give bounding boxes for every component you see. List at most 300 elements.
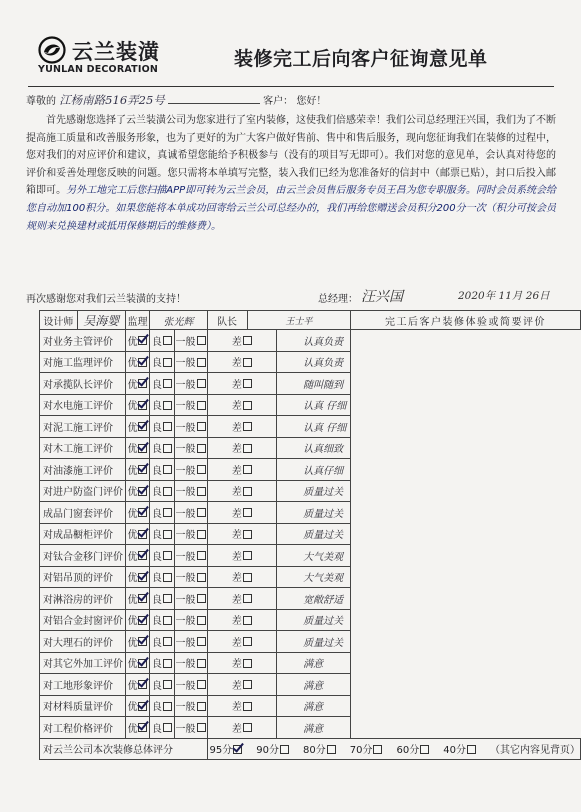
rating-option-cell bbox=[150, 674, 174, 696]
closing-thanks: 再次感谢您对我们云兰装潢的支持！ bbox=[26, 294, 186, 305]
rating-option-cell bbox=[125, 373, 149, 395]
rating-option-cell bbox=[150, 416, 174, 438]
rating-option-label: 差 bbox=[231, 444, 242, 456]
rating-option-label: 优 bbox=[127, 465, 138, 477]
rating-option-label: 差 bbox=[231, 530, 242, 542]
checkbox[interactable] bbox=[243, 487, 252, 496]
checkbox[interactable] bbox=[197, 487, 206, 496]
rating-option-label: 良 bbox=[151, 422, 162, 434]
checked-checkbox[interactable] bbox=[233, 745, 242, 754]
letter-part-2: 另外工地完工后您扫描APP即可转为云兰会员，由云兰会员售后服务专员王昌为您专职服务。同时会员系统会给您自动加100积分。如果您能将本单成功回寄给云兰公司总经办的，我们再给您赠送会员积分200分一次（积分可按会员规则来兑换建材或抵用保修期后的维修费）。 bbox=[26, 185, 557, 232]
checkbox[interactable] bbox=[243, 530, 252, 539]
checkbox[interactable] bbox=[197, 465, 206, 474]
criterion-label: 对淋浴房的评价 bbox=[40, 588, 126, 610]
handwritten-comment: 质量过关 bbox=[277, 523, 351, 545]
checkbox[interactable] bbox=[197, 530, 206, 539]
rating-option-cell bbox=[207, 330, 277, 352]
score-option bbox=[210, 741, 243, 756]
checkbox[interactable] bbox=[327, 745, 336, 754]
supervisor-name: 张光辉 bbox=[150, 311, 207, 330]
checkbox[interactable] bbox=[243, 508, 252, 517]
table-row bbox=[40, 416, 581, 438]
rating-option-cell bbox=[174, 695, 207, 717]
handwritten-comment: 宽敞舒适 bbox=[277, 588, 351, 610]
checkbox[interactable] bbox=[163, 487, 172, 496]
score-option-label: 60分 bbox=[396, 745, 420, 757]
checkbox[interactable] bbox=[163, 422, 172, 431]
checkbox[interactable] bbox=[163, 530, 172, 539]
checkbox[interactable] bbox=[163, 680, 172, 689]
rating-option-label: 差 bbox=[231, 422, 242, 434]
handwritten-comment: 认真 仔细 bbox=[277, 416, 351, 438]
checkbox[interactable] bbox=[243, 573, 252, 582]
brand-name-cn: 云兰装潢 bbox=[72, 40, 160, 64]
designer-name: 吴海婴 bbox=[77, 311, 125, 330]
rating-option-cell bbox=[207, 588, 277, 610]
rating-option-label: 一般 bbox=[175, 487, 196, 499]
rating-option-label: 良 bbox=[151, 358, 162, 370]
score-option-label: 70分 bbox=[349, 745, 373, 757]
checkbox[interactable] bbox=[197, 702, 206, 711]
criterion-label: 成品门窗套评价 bbox=[40, 502, 126, 524]
rating-option-cell bbox=[125, 631, 149, 653]
handwritten-comment: 认真负责 bbox=[277, 330, 351, 352]
checkbox[interactable] bbox=[163, 573, 172, 582]
rating-option-label: 良 bbox=[151, 594, 162, 606]
rating-option-cell bbox=[207, 351, 277, 373]
rating-option-label: 优 bbox=[127, 336, 138, 348]
greeting: 您好！ bbox=[296, 96, 327, 107]
rating-option-cell bbox=[207, 545, 277, 567]
handwritten-comment: 认真细致 bbox=[277, 437, 351, 459]
checkbox[interactable] bbox=[243, 616, 252, 625]
rating-option-label: 优 bbox=[127, 702, 138, 714]
rating-option-label: 一般 bbox=[175, 379, 196, 391]
checked-checkbox[interactable] bbox=[138, 702, 147, 711]
rating-option-cell bbox=[150, 588, 174, 610]
rating-option-label: 良 bbox=[151, 551, 162, 563]
rating-option-label: 一般 bbox=[175, 508, 196, 520]
checked-checkbox[interactable] bbox=[138, 508, 147, 517]
rating-option-label: 优 bbox=[127, 530, 138, 542]
salutation-line bbox=[26, 92, 326, 108]
rating-option-label: 良 bbox=[151, 616, 162, 628]
rating-option-cell bbox=[174, 394, 207, 416]
rating-option-label: 优 bbox=[127, 723, 138, 735]
checkbox[interactable] bbox=[163, 637, 172, 646]
rating-option-label: 优 bbox=[127, 358, 138, 370]
rating-option-cell bbox=[207, 717, 277, 739]
rating-option-cell bbox=[174, 652, 207, 674]
criterion-label: 对油漆施工评价 bbox=[40, 459, 126, 481]
rating-option-label: 一般 bbox=[175, 680, 196, 692]
rating-option-cell bbox=[150, 566, 174, 588]
checked-checkbox[interactable] bbox=[138, 680, 147, 689]
criterion-label: 对泥工施工评价 bbox=[40, 416, 126, 438]
rating-option-cell bbox=[125, 330, 149, 352]
rating-option-label: 差 bbox=[231, 680, 242, 692]
rating-option-label: 一般 bbox=[175, 659, 196, 671]
rating-option-cell bbox=[150, 394, 174, 416]
customer-address-handwritten: 江杨南路516弄25号 bbox=[59, 93, 165, 107]
rating-option-label: 优 bbox=[127, 508, 138, 520]
rating-option-label: 一般 bbox=[175, 444, 196, 456]
checked-checkbox[interactable] bbox=[138, 659, 147, 668]
rating-option-cell bbox=[174, 674, 207, 696]
checked-checkbox[interactable] bbox=[138, 616, 147, 625]
staff-header-row bbox=[40, 311, 581, 330]
checkbox[interactable] bbox=[243, 336, 252, 345]
rating-option-cell bbox=[125, 609, 149, 631]
rating-option-cell bbox=[207, 502, 277, 524]
checkbox[interactable] bbox=[197, 723, 206, 732]
criterion-label: 对业务主管评价 bbox=[40, 330, 126, 352]
rating-option-label: 优 bbox=[127, 551, 138, 563]
rating-option-cell bbox=[207, 394, 277, 416]
checkbox[interactable] bbox=[197, 379, 206, 388]
salutation-prefix: 尊敬的 bbox=[26, 96, 56, 107]
header-divider bbox=[28, 86, 554, 87]
rating-option-cell bbox=[150, 717, 174, 739]
rating-option-cell bbox=[125, 351, 149, 373]
rating-option-label: 良 bbox=[151, 530, 162, 542]
rating-option-label: 差 bbox=[231, 487, 242, 499]
rating-option-cell bbox=[150, 545, 174, 567]
rating-option-label: 良 bbox=[151, 680, 162, 692]
customer-label: 客户： bbox=[263, 96, 294, 107]
gm-signature: 汪兴国 bbox=[361, 289, 403, 305]
checkbox[interactable] bbox=[197, 573, 206, 582]
rating-option-cell bbox=[207, 652, 277, 674]
brand-name-en: YUNLAN DECORATION bbox=[38, 64, 159, 75]
rating-option-cell bbox=[174, 373, 207, 395]
rating-option-cell bbox=[174, 502, 207, 524]
rating-option-cell bbox=[125, 695, 149, 717]
handwritten-comment: 大气美观 bbox=[277, 545, 351, 567]
rating-option-cell bbox=[174, 330, 207, 352]
handwritten-comment: 质量过关 bbox=[277, 609, 351, 631]
criterion-label: 对铝吊顶的评价 bbox=[40, 566, 126, 588]
score-option bbox=[396, 741, 429, 756]
checkbox[interactable] bbox=[163, 508, 172, 517]
checked-checkbox[interactable] bbox=[138, 422, 147, 431]
checkbox[interactable] bbox=[163, 465, 172, 474]
checkbox[interactable] bbox=[243, 702, 252, 711]
checkbox[interactable] bbox=[280, 745, 289, 754]
rating-option-label: 良 bbox=[151, 508, 162, 520]
checkbox[interactable] bbox=[243, 422, 252, 431]
table-row bbox=[40, 330, 581, 352]
checked-checkbox[interactable] bbox=[138, 573, 147, 582]
gm-label: 总经理： bbox=[318, 294, 358, 305]
checkbox[interactable] bbox=[197, 551, 206, 560]
rating-option-cell bbox=[150, 437, 174, 459]
review-column-header: 完工后客户装修体验或简要评价 bbox=[351, 311, 581, 330]
checkbox[interactable] bbox=[243, 379, 252, 388]
rating-option-cell bbox=[207, 480, 277, 502]
rating-option-cell bbox=[207, 674, 277, 696]
checked-checkbox[interactable] bbox=[138, 594, 147, 603]
rating-option-label: 一般 bbox=[175, 551, 196, 563]
rating-option-cell bbox=[150, 502, 174, 524]
rating-option-label: 一般 bbox=[175, 616, 196, 628]
checkbox[interactable] bbox=[243, 637, 252, 646]
rating-option-label: 良 bbox=[151, 723, 162, 735]
checkbox[interactable] bbox=[243, 444, 252, 453]
supervisor-label: 监理 bbox=[125, 311, 149, 330]
rating-option-label: 一般 bbox=[175, 358, 196, 370]
rating-option-cell bbox=[174, 480, 207, 502]
address-blank-underline bbox=[168, 103, 260, 104]
rating-option-cell bbox=[125, 566, 149, 588]
checkbox[interactable] bbox=[420, 745, 429, 754]
checkbox[interactable] bbox=[243, 680, 252, 689]
handwritten-comment: 认真 仔细 bbox=[277, 394, 351, 416]
letter-body bbox=[26, 112, 556, 235]
overall-score-label: 对云兰公司本次装修总体评分 bbox=[40, 738, 208, 760]
checked-checkbox[interactable] bbox=[138, 530, 147, 539]
checkbox[interactable] bbox=[197, 637, 206, 646]
table-row bbox=[40, 652, 581, 674]
checked-checkbox[interactable] bbox=[138, 551, 147, 560]
criterion-label: 对成品橱柜评价 bbox=[40, 523, 126, 545]
table-row bbox=[40, 566, 581, 588]
rating-option-cell bbox=[150, 480, 174, 502]
swirl-logo-icon bbox=[38, 36, 66, 64]
checked-checkbox[interactable] bbox=[138, 358, 147, 367]
rating-option-label: 一般 bbox=[175, 637, 196, 649]
rating-option-cell bbox=[150, 459, 174, 481]
score-option bbox=[303, 741, 336, 756]
checkbox[interactable] bbox=[243, 401, 252, 410]
rating-option-cell bbox=[150, 373, 174, 395]
handwritten-comment: 随叫随到 bbox=[277, 373, 351, 395]
checked-checkbox[interactable] bbox=[138, 336, 147, 345]
rating-option-label: 优 bbox=[127, 680, 138, 692]
evaluation-table-body bbox=[40, 311, 581, 760]
handwritten-comment: 满意 bbox=[277, 652, 351, 674]
rating-option-label: 一般 bbox=[175, 573, 196, 585]
checkbox[interactable] bbox=[373, 745, 382, 754]
checked-checkbox[interactable] bbox=[138, 444, 147, 453]
rating-option-label: 良 bbox=[151, 336, 162, 348]
rating-option-label: 良 bbox=[151, 487, 162, 499]
handwritten-comment: 满意 bbox=[277, 674, 351, 696]
rating-option-cell bbox=[207, 459, 277, 481]
rating-option-label: 一般 bbox=[175, 401, 196, 413]
rating-option-cell bbox=[125, 588, 149, 610]
criterion-label: 对木工施工评价 bbox=[40, 437, 126, 459]
rating-option-cell bbox=[174, 523, 207, 545]
rating-option-label: 优 bbox=[127, 616, 138, 628]
score-option bbox=[350, 741, 383, 756]
checkbox[interactable] bbox=[163, 401, 172, 410]
rating-option-label: 一般 bbox=[175, 723, 196, 735]
rating-option-cell bbox=[150, 695, 174, 717]
score-option bbox=[443, 741, 476, 756]
table-row bbox=[40, 588, 581, 610]
table-row bbox=[40, 674, 581, 696]
rating-option-cell bbox=[125, 394, 149, 416]
criterion-label: 对其它外加工评价 bbox=[40, 652, 126, 674]
handwritten-comment: 质量过关 bbox=[277, 480, 351, 502]
score-option-label: 80分 bbox=[303, 745, 326, 757]
rating-option-cell bbox=[207, 373, 277, 395]
table-row bbox=[40, 695, 581, 717]
rating-option-cell bbox=[174, 609, 207, 631]
rating-option-cell bbox=[174, 631, 207, 653]
checked-checkbox[interactable] bbox=[138, 723, 147, 732]
rating-option-label: 差 bbox=[231, 401, 242, 413]
rating-option-cell bbox=[207, 609, 277, 631]
handwritten-comment: 质量过关 bbox=[277, 631, 351, 653]
checkbox[interactable] bbox=[163, 702, 172, 711]
checkbox[interactable] bbox=[243, 358, 252, 367]
checked-checkbox[interactable] bbox=[138, 487, 147, 496]
overall-score-row bbox=[40, 738, 581, 760]
rating-option-cell bbox=[174, 717, 207, 739]
rating-option-label: 差 bbox=[231, 379, 242, 391]
rating-option-label: 一般 bbox=[175, 594, 196, 606]
criterion-label: 对施工监理评价 bbox=[40, 351, 126, 373]
form-title: 装修完工后向客户征询意见单 bbox=[234, 48, 488, 70]
rating-option-label: 优 bbox=[127, 401, 138, 413]
checkbox[interactable] bbox=[197, 680, 206, 689]
table-row bbox=[40, 545, 581, 567]
checkbox[interactable] bbox=[163, 358, 172, 367]
rating-option-label: 良 bbox=[151, 659, 162, 671]
score-option-label: 40分 bbox=[443, 745, 466, 757]
letter-part-1: 首先感谢您选择了云兰装潢公司为您家进行了室内装修，这使我们倍感荣幸！我们公司总经理汪兴国，我们为了不断提高施工质量和改善服务形象，也为了更好的为广大客户做好售前、售中和售后服务，现向您征询我们在装修的过程中，您对我们的对应评价和建议，真诚希望您能给予积极参与（没有的项目写无即可）。我们对您的意见单，会认真对待您的评价和妥善处理您反映的问题。您只需将本单填写完整，装入我们已经为您准备好的信封中（邮票已贴），封口后投入邮箱即可。 bbox=[26, 115, 556, 197]
rating-option-label: 差 bbox=[231, 723, 242, 735]
rating-option-cell bbox=[174, 566, 207, 588]
rating-option-cell bbox=[125, 416, 149, 438]
checkbox[interactable] bbox=[197, 659, 206, 668]
checked-checkbox[interactable] bbox=[138, 379, 147, 388]
rating-option-cell bbox=[125, 652, 149, 674]
designer-label: 设计师 bbox=[40, 311, 78, 330]
checked-checkbox[interactable] bbox=[138, 637, 147, 646]
see-back-note: （其它内容见背页） bbox=[489, 745, 580, 757]
handwritten-comment: 认真负责 bbox=[277, 351, 351, 373]
table-row bbox=[40, 373, 581, 395]
checked-checkbox[interactable] bbox=[138, 465, 147, 474]
checkbox[interactable] bbox=[243, 551, 252, 560]
checkbox[interactable] bbox=[243, 465, 252, 474]
checkbox[interactable] bbox=[467, 745, 476, 754]
rating-option-cell bbox=[174, 588, 207, 610]
rating-option-cell bbox=[207, 695, 277, 717]
rating-option-cell bbox=[150, 523, 174, 545]
rating-option-cell bbox=[150, 330, 174, 352]
rating-option-label: 一般 bbox=[175, 422, 196, 434]
checkbox[interactable] bbox=[163, 336, 172, 345]
handwritten-comment: 认真仔细 bbox=[277, 459, 351, 481]
handwritten-comment: 满意 bbox=[277, 717, 351, 739]
criterion-label: 对水电施工评价 bbox=[40, 394, 126, 416]
rating-option-cell bbox=[125, 502, 149, 524]
checkbox[interactable] bbox=[197, 401, 206, 410]
rating-option-label: 良 bbox=[151, 401, 162, 413]
rating-option-label: 良 bbox=[151, 637, 162, 649]
rating-option-cell bbox=[125, 480, 149, 502]
checkbox[interactable] bbox=[197, 508, 206, 517]
checked-checkbox[interactable] bbox=[138, 401, 147, 410]
criterion-label: 对大理石的评价 bbox=[40, 631, 126, 653]
checkbox[interactable] bbox=[163, 444, 172, 453]
checkbox[interactable] bbox=[197, 422, 206, 431]
table-row bbox=[40, 631, 581, 653]
handwritten-comment: 大气美观 bbox=[277, 566, 351, 588]
rating-option-label: 一般 bbox=[175, 336, 196, 348]
checkbox[interactable] bbox=[163, 551, 172, 560]
score-option-label: 90分 bbox=[256, 745, 280, 757]
checkbox[interactable] bbox=[197, 616, 206, 625]
table-row bbox=[40, 394, 581, 416]
signed-date: 2020年 11月 26日 bbox=[458, 290, 550, 302]
checkbox[interactable] bbox=[163, 659, 172, 668]
rating-option-cell bbox=[174, 416, 207, 438]
checkbox[interactable] bbox=[197, 358, 206, 367]
foreman-name: 王士平 bbox=[247, 311, 351, 330]
criterion-label: 对工程价格评价 bbox=[40, 717, 126, 739]
table-row bbox=[40, 437, 581, 459]
checkbox[interactable] bbox=[197, 594, 206, 603]
handwritten-comment: 质量过关 bbox=[277, 502, 351, 524]
rating-option-cell bbox=[125, 523, 149, 545]
rating-option-cell bbox=[207, 416, 277, 438]
criterion-label: 对进户防盗门评价 bbox=[40, 480, 126, 502]
rating-option-label: 一般 bbox=[175, 702, 196, 714]
rating-option-cell bbox=[150, 351, 174, 373]
rating-option-cell bbox=[150, 631, 174, 653]
evaluation-table bbox=[39, 310, 581, 760]
checkbox[interactable] bbox=[163, 616, 172, 625]
rating-option-cell bbox=[174, 545, 207, 567]
rating-option-cell bbox=[207, 631, 277, 653]
checkbox[interactable] bbox=[197, 336, 206, 345]
rating-option-cell bbox=[174, 351, 207, 373]
rating-option-label: 差 bbox=[231, 336, 242, 348]
checkbox[interactable] bbox=[163, 379, 172, 388]
rating-option-label: 差 bbox=[231, 573, 242, 585]
checkbox[interactable] bbox=[197, 444, 206, 453]
checkbox[interactable] bbox=[243, 594, 252, 603]
checkbox[interactable] bbox=[163, 723, 172, 732]
criterion-label: 对材料质量评价 bbox=[40, 695, 126, 717]
rating-option-cell bbox=[174, 459, 207, 481]
rating-option-cell bbox=[125, 674, 149, 696]
rating-option-label: 差 bbox=[231, 659, 242, 671]
rating-option-label: 差 bbox=[231, 594, 242, 606]
form-header bbox=[28, 34, 568, 84]
criterion-label: 对铝合金封窗评价 bbox=[40, 609, 126, 631]
table-row bbox=[40, 459, 581, 481]
rating-option-label: 良 bbox=[151, 444, 162, 456]
checkbox[interactable] bbox=[163, 594, 172, 603]
criterion-label: 对钛合金移门评价 bbox=[40, 545, 126, 567]
checkbox[interactable] bbox=[243, 659, 252, 668]
score-option-label: 95分 bbox=[209, 745, 233, 757]
rating-option-label: 优 bbox=[127, 422, 138, 434]
rating-option-label: 差 bbox=[231, 637, 242, 649]
rating-option-cell bbox=[125, 717, 149, 739]
rating-option-label: 良 bbox=[151, 573, 162, 585]
rating-option-label: 差 bbox=[231, 551, 242, 563]
checkbox[interactable] bbox=[243, 723, 252, 732]
criterion-label: 对工地形象评价 bbox=[40, 674, 126, 696]
rating-option-label: 差 bbox=[231, 702, 242, 714]
